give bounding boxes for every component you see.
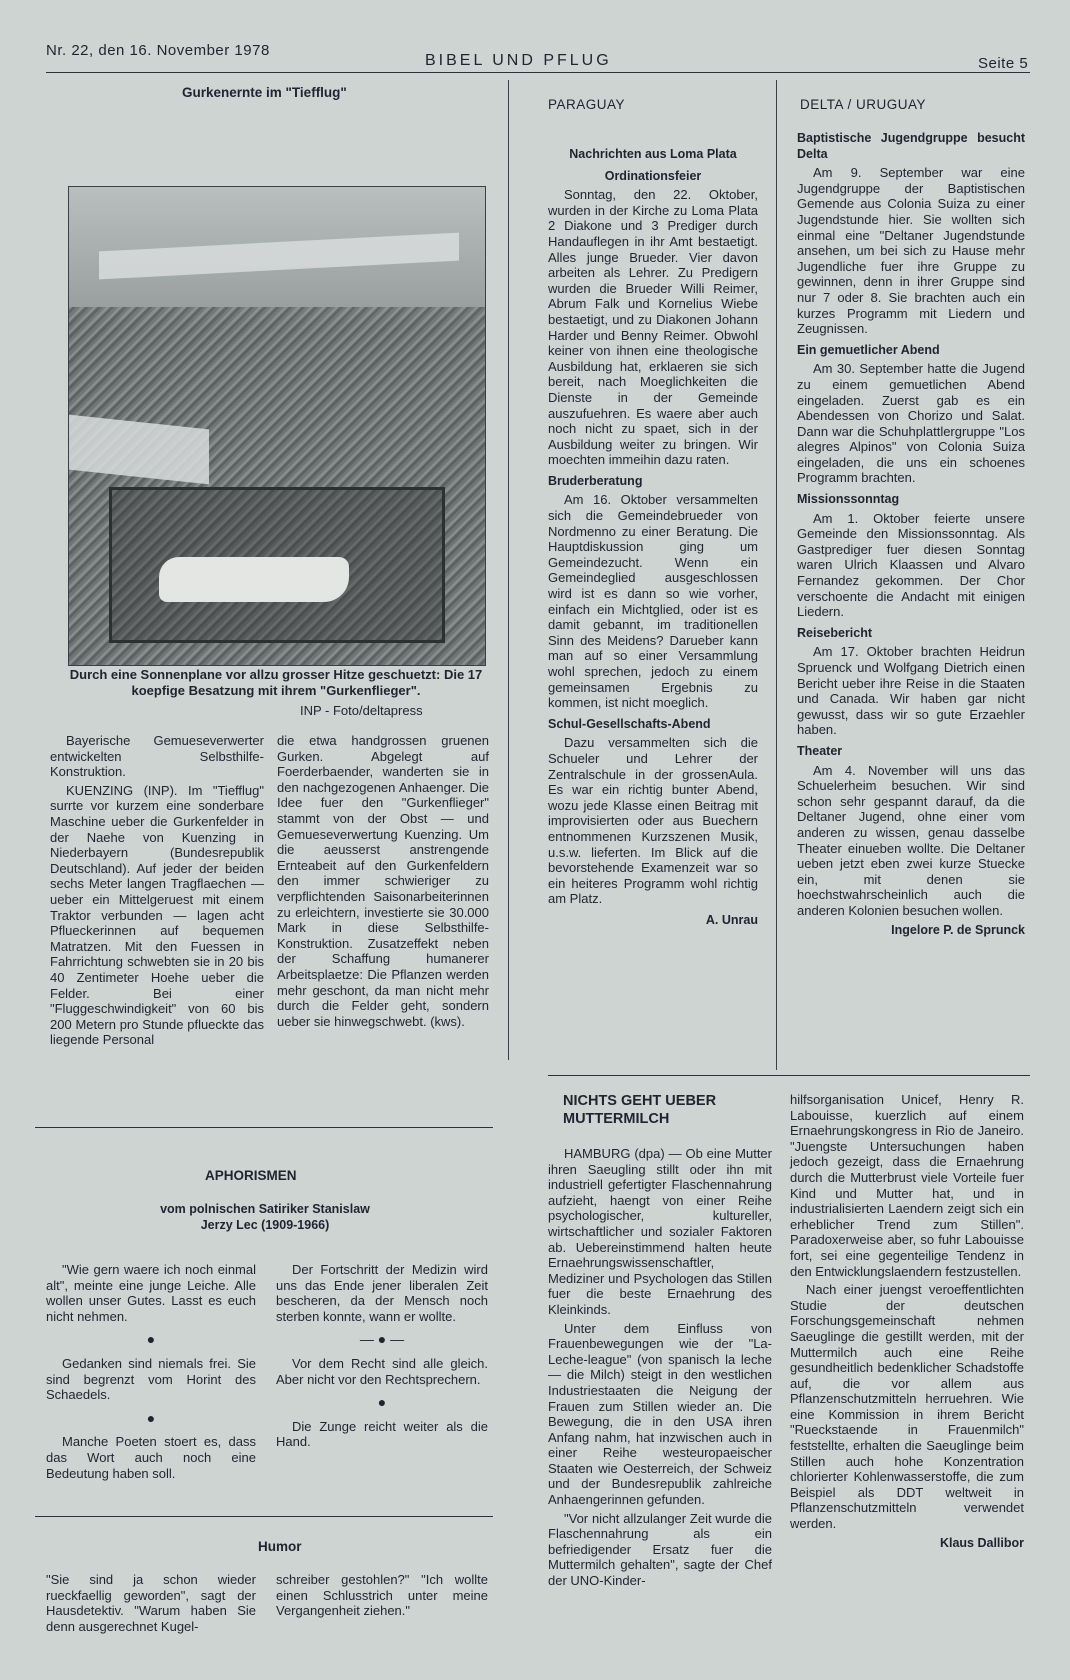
aphorism: Die Zunge reicht weiter als die Hand. <box>276 1418 488 1450</box>
section-rule <box>35 1516 493 1517</box>
paragraph: Nach einer juengst veroeffentlichten Studie der deutschen Forschungsgemeinschaft nehmen Saeuglinge die gestillt werden, mit der Muttermilch auch eine Reihe gesundheitlich bedenklicher Schadstoffe auf, die vor allem aus Pflanzenschutzmitteln herruehren. Wie eine Kommission in ihrem Bericht "Rueckstaende in Frauenmilch" feststellte, erhalten die Saeuglinge beim Stillen auch hohe Konzentration chlorierter Kohlenwasserstoffe, die zum Beispiel als DDT weltweit in Pflanzenschutzmitteln verwendet werden. <box>790 1282 1024 1532</box>
aphorismen-title: APHORISMEN <box>205 1168 297 1183</box>
subheading: Reisebericht <box>797 625 873 640</box>
author-signature: Klaus Dallibor <box>939 1535 1024 1550</box>
subheading: Ordinationsfeier <box>604 168 702 183</box>
aphorism: Der Fortschritt der Medizin wird uns das Ende jener liberalen Zeit bescheren, da der Mensch noch sterben konnte, wann er wollte. <box>276 1262 488 1324</box>
humor-text: schreiber gestohlen?" "Ich wollte einen Schlusstrich unter meine Vergangenheit ziehen." <box>276 1572 488 1619</box>
ornament-dot: ● <box>377 1394 387 1411</box>
aphorism: Gedanken sind niemals frei. Sie sind begrenzt vom Horint des Schaedels. <box>46 1355 256 1403</box>
humor-text: "Sie sind ja schon wieder rueckfaellig geworden", sagt der Hausdetektiv. "Warum haben Sie denn ausgerechnet Kugel- <box>46 1572 256 1634</box>
aphorism: "Wie gern waere ich noch einmal alt", meinte eine junge Leiche. Alle wollen unser Gutes. Lasst es euch nicht nehmen. <box>46 1262 256 1324</box>
region-label: DELTA / URUGUAY <box>800 97 927 112</box>
paragraph: Unter dem Einfluss von Frauenbewegungen wie der "La-Leche-league" (von spanisch la leche — die Milch) steigt in den westlichen Industriestaaten die Neigung der Frauen zum Stillen wieder an. Die Bewegung, die in den USA ihren Anfang nahm, hat inzwischen auch in einer Reihe westeuropaeischer Staaten wie Oesterreich, der Schweiz und der Bundesrepublik zahlreiche Anhaengerinnen gefunden. <box>548 1320 772 1508</box>
aphorism: Manche Poeten stoert es, dass das Wort auch noch eine Bedeutung haben soll. <box>46 1434 256 1481</box>
aphorism: Vor dem Recht sind alle gleich. Aber nicht vor den Rechtsprechern. <box>276 1355 488 1387</box>
section-title: Nachrichten aus Loma Plata <box>569 147 737 161</box>
article-headline: NICHTS GEHT UEBER MUTTERMILCH <box>563 1093 717 1127</box>
article-body-cont: die etwa handgrossen gruenen Gurken. Abgelegt auf Foerderbaender, wanderten sie in den nachgezogenen Anhaenger. Die Idee fuer den "Gurkenflieger" stammt von der Obst — und Gemueseverwertung Kuenzing. Um die aeusserst anstrengende Ernteabeit auf den Gurkenfeldern den immer schwieriger zu verpflichtenden Saisonarbeiterinnen zu erleichtern, investierte sie 30.000 Mark in diese Selbsthilfe-Konstruktion. Zusatzeffekt neben der Schaffung humanerer Arbeitsplaetze: Die Pflanzen werden mehr geschont, da man nicht mehr durch die Felder geht, sondern ueber sie hinwegschwebt. (kws). <box>277 733 489 1029</box>
paragraph: Am 17. Oktober brachten Heidrun Spruenck und Wolfgang Dietrich einen Bericht ueber ihre Reise in die Staaten und Canada. Wir haben gar nicht gewusst, dass wir so gute Erzaehler haben. <box>797 644 1025 738</box>
paragraph: Am 1. Oktober feierte unsere Gemeinde den Missionssonntag. Als Gastprediger fuer diesen Sonntag waren Ulrich Klaassen und Alvaro Fernandez gekommen. Der Chor verschoente die Andacht mit einigen Liedern. <box>797 510 1025 620</box>
ornament-dash-dot: — ● — <box>359 1331 405 1348</box>
paraguay-column <box>548 147 758 929</box>
paragraph: Dazu versammelten sich die Schueler und Lehrer der Zentralschule in der grossenAula. Es war ein richtig bunter Abend, wozu jede Klasse einen Beitrag mit improvisierten oder aus Buechern entnommenen Kurzszenen Musik, u.s.w. lieferten. Im Blick auf die bevorstehende Examenzeit war so ein heiteres Programm wohl richtig am Platz. <box>548 735 758 907</box>
milch-col-1 <box>548 1146 772 1592</box>
subheading: Ein gemuetlicher Abend <box>797 342 940 357</box>
header-rule <box>46 72 1030 73</box>
humor-title: Humor <box>258 1539 302 1554</box>
subheading: Bruderberatung <box>548 473 643 488</box>
paragraph: Am 30. September hatte die Jugend zu einem gemuetlichen Abend eingeladen. Zuerst gab es ein Abendessen von Chorizo und Salat. Dann war die Schuhplattlergruppe "Los alegres Alpinos" von Colonia Suiza eingeladen, die uns ein schoenes Programm brachten. <box>797 361 1025 486</box>
milch-col-2 <box>790 1092 1024 1551</box>
paragraph: Sonntag, den 22. Oktober, wurden in der Kirche zu Loma Plata 2 Diakone und 3 Prediger durch Handauflegen in ihr Amt bestaetigt. Alles junge Brueder. Vier davon arbeiten als Lehrer. Zu Predigern wurden die Brueder Willi Reimer, Abrum Falk und Kornelius Wiebe bestaetigt, und zu Diakonen Johann Harder und Benny Reimer. Obwohl keiner von ihnen eine theologische Ausbildung hat, erklaeren sie sich bereit, nach Moeglichkeiten die Dienste in der Gemeinde auszufuehren. Es waere aber auch noch nicht zu spaet, sich in der Ausbildung weiter zu bringen. Wir moechten immeihin dazu raten. <box>548 187 758 468</box>
newspaper-title: BIBEL UND PFLUG <box>425 52 612 69</box>
paragraph: HAMBURG (dpa) — Ob eine Mutter ihren Saeugling stillt oder ihn mit industriell gefertigter Flaschennahrung aufzieht, haengt von einer Reihe psychologischer, kultureller, wirtschaftlicher und sozialer Faktoren ab. Uebereinstimmend halten heute Ernaehrungswissenschaftler, Mediziner und Psychologen das Stillen fuer die beste Ernaehrung des Kleinkinds. <box>548 1146 772 1317</box>
paragraph: "Vor nicht allzulanger Zeit wurde die Flaschennahrung als ein befriedigender Ersatz fuer die Muttermilch gehalten", sagte der Chef der UNO-Kinder- <box>548 1510 772 1589</box>
humor-col-1 <box>46 1572 256 1637</box>
paragraph: Am 4. November will uns das Schuelerheim besuchen. Wir sind schon sehr gespannt darauf, da die Deltaner Jugend, ohne einer vom anderen zu wissen, genau dasselbe Theater einueben wollte. Die Deltaner ueben jetzt eben zwei kurze Stuecke ein, mit denen sie hoechstwahrscheinlich auch die anderen Kolonien besuchen wollen. <box>797 762 1025 918</box>
author-signature: A. Unrau <box>705 912 758 927</box>
section-rule <box>35 1127 493 1128</box>
author-signature: Ingelore P. de Sprunck <box>891 922 1025 937</box>
subheading: Theater <box>797 743 843 758</box>
section-title: Baptistische Jugendgruppe besucht Delta <box>797 131 1025 161</box>
ornament-dot: ● <box>146 1409 156 1426</box>
column-divider <box>508 80 509 1060</box>
issue-date: Nr. 22, den 16. November 1978 <box>46 42 270 59</box>
ornament-dot: ● <box>146 1331 156 1348</box>
page-number: Seite 5 <box>978 55 1029 72</box>
aphorismen-col-1 <box>46 1262 256 1484</box>
article-body: KUENZING (INP). Im "Tiefflug" surrte vor kurzem eine sonderbare Maschine ueber die Gurkenfelder in der Naehe von Kuenzing in Niederbayern (Bundesrepublik Deutschland). Auf jeder der beiden sechs Meter langen Tragflaechen — ueber ein Mittelgeruest mit einem Traktor verbunden — lagen acht Pflueckerinnen auf bequemen Matratzen. Mit den Fuessen in Fahrrichtung schwebten sie in 20 bis 40 Zentimeter Hoehe ueber die Felder. Bei einer "Fluggeschwindigkeit" von 60 bis 200 Metern pro Stunde pflueckte das liegende Personal <box>50 782 264 1048</box>
photo-caption: Durch eine Sonnenplane vor allzu grosser Hitze geschuetzt: Die 17 koepfige Besatzung mit ihrem "Gurkenflieger". <box>69 667 483 698</box>
article-col-1 <box>50 733 264 1051</box>
delta-column <box>797 131 1025 938</box>
section-rule <box>548 1075 1030 1076</box>
subheading: Missionssonntag <box>797 492 900 507</box>
humor-col-2 <box>276 1572 488 1622</box>
photo-credit: INP - Foto/deltapress <box>300 703 423 718</box>
aphorismen-subtitle: vom polnischen Satiriker Stanislaw Jerzy Lec (1909-1966) <box>160 1202 370 1232</box>
paragraph: hilfsorganisation Unicef, Henry R. Labouisse, kuerzlich auf einem Ernaehrungskongress in Rio de Janeiro. "Juengste Untersuchungen haben jedoch gezeigt, dass die Ernaehrung durch die Mutterbrust viele Vorteile fuer Kind und Mutter hat, und in industrialisierten Laendern zeigt sich ein erheblicher Trend zum Stillen". Paradoxerweise aber, so fuhr Labouisse fort, sei eine gegenteilige Tendenz in den Entwicklungslaendern festzustellen. <box>790 1092 1024 1279</box>
article-headline: Gurkenernte im "Tiefflug" <box>182 85 347 100</box>
region-label: PARAGUAY <box>548 97 626 112</box>
aphorismen-col-2 <box>276 1262 488 1453</box>
paragraph: Am 9. September war eine Jugendgruppe der Baptistischen Gemende aus Colonia Suiza zu einer Jugendstunde hier. Sie wollten sich einmal eine "Deltaner Jugendstunde ansehen, um bei sich zu Hause mehr Jugendliche fuer ihre Gruppe zu gewinnen, denn in ihrer Gruppe sind nur 7 oder 8. Sie brachten auch ein kurzes Programm mit Liedern und Zeugnissen. <box>797 165 1025 337</box>
subheading: Schul-Gesellschafts-Abend <box>548 716 711 731</box>
article-col-2 <box>277 733 489 1032</box>
article-lead: Bayerische Gemueseverwerter entwickelten Selbsthilfe-Konstruktion. <box>50 733 264 780</box>
news-photo <box>68 186 486 666</box>
paragraph: Am 16. Oktober versammelten sich die Gemeindebrueder von Nordmenno zu einer Beratung. Die Hauptdiskussion ging um Gemeindezucht. Wenn ein Gemeindeglied ausgeschlossen wird ist es dann so wie vorher, einfach ein Michtglied, oder ist es damit gebannt, im traditionellen Sinn des Meidens? Darueber kann man auf so einer Versammlung wohl sprechen, jedoch zu einem gemeinsamen Ergebnis zu kommen, ist nicht moeglich. <box>548 492 758 711</box>
column-divider <box>776 80 777 1070</box>
